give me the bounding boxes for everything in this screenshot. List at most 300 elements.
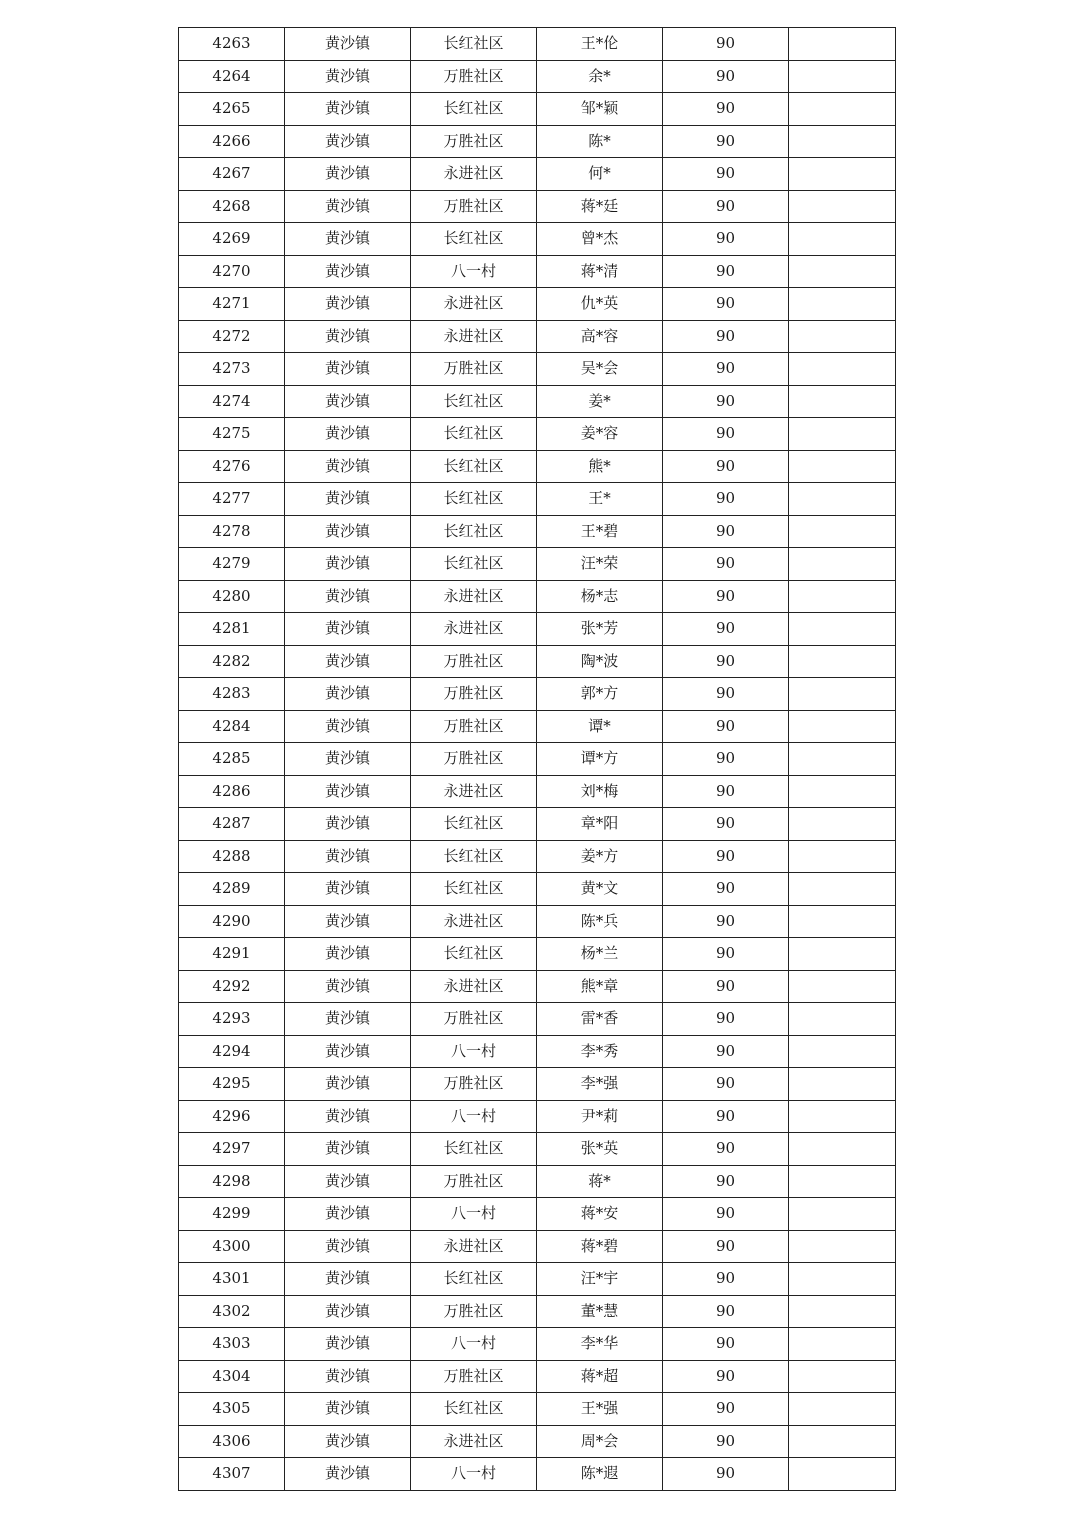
cell-town: 黄沙镇 xyxy=(285,613,411,646)
table-row xyxy=(179,60,896,93)
cell-name: 姜*容 xyxy=(537,418,663,451)
cell-community: 八一村 xyxy=(411,1035,537,1068)
cell-remark xyxy=(789,840,896,873)
cell-community: 长红社区 xyxy=(411,938,537,971)
cell-town: 黄沙镇 xyxy=(285,385,411,418)
cell-remark xyxy=(789,1035,896,1068)
table-row xyxy=(179,808,896,841)
cell-community: 万胜社区 xyxy=(411,1295,537,1328)
cell-remark xyxy=(789,1393,896,1426)
cell-community: 万胜社区 xyxy=(411,60,537,93)
cell-town: 黄沙镇 xyxy=(285,1458,411,1491)
cell-community: 万胜社区 xyxy=(411,1068,537,1101)
cell-community: 长红社区 xyxy=(411,515,537,548)
cell-amount: 90 xyxy=(663,775,789,808)
cell-remark xyxy=(789,1263,896,1296)
cell-amount: 90 xyxy=(663,1003,789,1036)
cell-community: 永进社区 xyxy=(411,288,537,321)
cell-town: 黄沙镇 xyxy=(285,938,411,971)
cell-town: 黄沙镇 xyxy=(285,1425,411,1458)
cell-name: 李*秀 xyxy=(537,1035,663,1068)
cell-amount: 90 xyxy=(663,483,789,516)
cell-serial-number: 4297 xyxy=(179,1133,285,1166)
cell-serial-number: 4287 xyxy=(179,808,285,841)
cell-community: 八一村 xyxy=(411,255,537,288)
table-row xyxy=(179,613,896,646)
table-row xyxy=(179,1295,896,1328)
cell-remark xyxy=(789,1328,896,1361)
cell-serial-number: 4267 xyxy=(179,158,285,191)
cell-name: 王*碧 xyxy=(537,515,663,548)
cell-amount: 90 xyxy=(663,385,789,418)
table-row xyxy=(179,873,896,906)
cell-serial-number: 4268 xyxy=(179,190,285,223)
cell-remark xyxy=(789,678,896,711)
cell-amount: 90 xyxy=(663,645,789,678)
cell-town: 黄沙镇 xyxy=(285,28,411,61)
cell-remark xyxy=(789,515,896,548)
cell-name: 蒋*廷 xyxy=(537,190,663,223)
cell-remark xyxy=(789,255,896,288)
cell-remark xyxy=(789,645,896,678)
cell-amount: 90 xyxy=(663,808,789,841)
cell-remark xyxy=(789,905,896,938)
cell-name: 余* xyxy=(537,60,663,93)
cell-town: 黄沙镇 xyxy=(285,1068,411,1101)
cell-serial-number: 4277 xyxy=(179,483,285,516)
cell-remark xyxy=(789,1068,896,1101)
cell-name: 陈* xyxy=(537,125,663,158)
cell-town: 黄沙镇 xyxy=(285,1003,411,1036)
cell-serial-number: 4293 xyxy=(179,1003,285,1036)
cell-community: 长红社区 xyxy=(411,1393,537,1426)
cell-name: 章*阳 xyxy=(537,808,663,841)
cell-name: 杨*兰 xyxy=(537,938,663,971)
cell-name: 李*强 xyxy=(537,1068,663,1101)
cell-serial-number: 4281 xyxy=(179,613,285,646)
table-row xyxy=(179,1458,896,1491)
table-row xyxy=(179,93,896,126)
cell-remark xyxy=(789,938,896,971)
cell-remark xyxy=(789,125,896,158)
cell-name: 姜* xyxy=(537,385,663,418)
cell-amount: 90 xyxy=(663,580,789,613)
cell-town: 黄沙镇 xyxy=(285,1100,411,1133)
cell-serial-number: 4306 xyxy=(179,1425,285,1458)
cell-town: 黄沙镇 xyxy=(285,418,411,451)
cell-community: 万胜社区 xyxy=(411,710,537,743)
cell-amount: 90 xyxy=(663,418,789,451)
cell-community: 长红社区 xyxy=(411,28,537,61)
cell-town: 黄沙镇 xyxy=(285,775,411,808)
cell-name: 陈*兵 xyxy=(537,905,663,938)
cell-community: 长红社区 xyxy=(411,1133,537,1166)
cell-remark xyxy=(789,385,896,418)
cell-name: 蒋*超 xyxy=(537,1360,663,1393)
cell-remark xyxy=(789,1165,896,1198)
cell-community: 永进社区 xyxy=(411,158,537,191)
cell-name: 熊*章 xyxy=(537,970,663,1003)
table-row xyxy=(179,190,896,223)
cell-serial-number: 4274 xyxy=(179,385,285,418)
cell-community: 长红社区 xyxy=(411,483,537,516)
table-row xyxy=(179,158,896,191)
table-row xyxy=(179,1263,896,1296)
cell-community: 万胜社区 xyxy=(411,1003,537,1036)
cell-serial-number: 4282 xyxy=(179,645,285,678)
cell-community: 长红社区 xyxy=(411,223,537,256)
cell-town: 黄沙镇 xyxy=(285,1035,411,1068)
cell-serial-number: 4278 xyxy=(179,515,285,548)
table-row xyxy=(179,1425,896,1458)
cell-town: 黄沙镇 xyxy=(285,1360,411,1393)
cell-amount: 90 xyxy=(663,938,789,971)
cell-remark xyxy=(789,418,896,451)
cell-serial-number: 4283 xyxy=(179,678,285,711)
cell-remark xyxy=(789,450,896,483)
cell-town: 黄沙镇 xyxy=(285,1198,411,1231)
cell-name: 张*英 xyxy=(537,1133,663,1166)
cell-name: 蒋*碧 xyxy=(537,1230,663,1263)
table-row xyxy=(179,905,896,938)
cell-name: 蒋*清 xyxy=(537,255,663,288)
cell-community: 永进社区 xyxy=(411,970,537,1003)
cell-remark xyxy=(789,548,896,581)
cell-amount: 90 xyxy=(663,548,789,581)
cell-community: 长红社区 xyxy=(411,548,537,581)
cell-amount: 90 xyxy=(663,1133,789,1166)
cell-name: 郭*方 xyxy=(537,678,663,711)
table-row xyxy=(179,1165,896,1198)
cell-remark xyxy=(789,1295,896,1328)
cell-remark xyxy=(789,1198,896,1231)
cell-serial-number: 4296 xyxy=(179,1100,285,1133)
cell-town: 黄沙镇 xyxy=(285,970,411,1003)
cell-name: 何* xyxy=(537,158,663,191)
cell-name: 张*芳 xyxy=(537,613,663,646)
cell-town: 黄沙镇 xyxy=(285,905,411,938)
cell-serial-number: 4292 xyxy=(179,970,285,1003)
cell-serial-number: 4305 xyxy=(179,1393,285,1426)
cell-community: 八一村 xyxy=(411,1328,537,1361)
cell-community: 万胜社区 xyxy=(411,1360,537,1393)
cell-remark xyxy=(789,613,896,646)
table-row xyxy=(179,1100,896,1133)
cell-amount: 90 xyxy=(663,1360,789,1393)
cell-name: 邹*颖 xyxy=(537,93,663,126)
cell-amount: 90 xyxy=(663,1198,789,1231)
cell-serial-number: 4301 xyxy=(179,1263,285,1296)
cell-remark xyxy=(789,775,896,808)
table-row xyxy=(179,1068,896,1101)
cell-name: 汪*宇 xyxy=(537,1263,663,1296)
cell-remark xyxy=(789,580,896,613)
cell-community: 长红社区 xyxy=(411,418,537,451)
cell-amount: 90 xyxy=(663,450,789,483)
cell-name: 刘*梅 xyxy=(537,775,663,808)
cell-name: 谭* xyxy=(537,710,663,743)
cell-community: 永进社区 xyxy=(411,1425,537,1458)
cell-serial-number: 4307 xyxy=(179,1458,285,1491)
table-row xyxy=(179,385,896,418)
cell-town: 黄沙镇 xyxy=(285,353,411,386)
cell-community: 八一村 xyxy=(411,1458,537,1491)
cell-remark xyxy=(789,158,896,191)
cell-name: 谭*方 xyxy=(537,743,663,776)
cell-name: 蒋*安 xyxy=(537,1198,663,1231)
cell-name: 姜*方 xyxy=(537,840,663,873)
cell-remark xyxy=(789,743,896,776)
cell-serial-number: 4264 xyxy=(179,60,285,93)
cell-town: 黄沙镇 xyxy=(285,515,411,548)
cell-town: 黄沙镇 xyxy=(285,873,411,906)
cell-name: 周*会 xyxy=(537,1425,663,1458)
cell-community: 万胜社区 xyxy=(411,743,537,776)
table-row xyxy=(179,1328,896,1361)
cell-amount: 90 xyxy=(663,743,789,776)
cell-name: 杨*志 xyxy=(537,580,663,613)
cell-serial-number: 4303 xyxy=(179,1328,285,1361)
cell-amount: 90 xyxy=(663,1100,789,1133)
roster-table xyxy=(178,27,896,1491)
cell-remark xyxy=(789,28,896,61)
cell-town: 黄沙镇 xyxy=(285,1263,411,1296)
table-row xyxy=(179,580,896,613)
cell-serial-number: 4275 xyxy=(179,418,285,451)
table-row xyxy=(179,645,896,678)
table-row xyxy=(179,450,896,483)
cell-serial-number: 4291 xyxy=(179,938,285,971)
cell-community: 永进社区 xyxy=(411,320,537,353)
cell-amount: 90 xyxy=(663,288,789,321)
cell-name: 雷*香 xyxy=(537,1003,663,1036)
cell-serial-number: 4289 xyxy=(179,873,285,906)
cell-community: 万胜社区 xyxy=(411,645,537,678)
cell-serial-number: 4300 xyxy=(179,1230,285,1263)
table-row xyxy=(179,483,896,516)
cell-amount: 90 xyxy=(663,1068,789,1101)
cell-remark xyxy=(789,1100,896,1133)
cell-remark xyxy=(789,1425,896,1458)
table-row xyxy=(179,1003,896,1036)
cell-town: 黄沙镇 xyxy=(285,840,411,873)
cell-serial-number: 4290 xyxy=(179,905,285,938)
cell-name: 黄*文 xyxy=(537,873,663,906)
cell-serial-number: 4270 xyxy=(179,255,285,288)
cell-name: 王*伦 xyxy=(537,28,663,61)
cell-town: 黄沙镇 xyxy=(285,93,411,126)
table-row xyxy=(179,255,896,288)
cell-community: 万胜社区 xyxy=(411,190,537,223)
cell-amount: 90 xyxy=(663,1230,789,1263)
table-body xyxy=(179,28,896,1491)
cell-name: 吴*会 xyxy=(537,353,663,386)
cell-serial-number: 4286 xyxy=(179,775,285,808)
cell-remark xyxy=(789,93,896,126)
cell-community: 万胜社区 xyxy=(411,125,537,158)
data-table-container xyxy=(178,27,895,1491)
cell-town: 黄沙镇 xyxy=(285,1133,411,1166)
cell-amount: 90 xyxy=(663,613,789,646)
cell-amount: 90 xyxy=(663,1165,789,1198)
cell-serial-number: 4271 xyxy=(179,288,285,321)
cell-amount: 90 xyxy=(663,1458,789,1491)
cell-name: 高*容 xyxy=(537,320,663,353)
cell-town: 黄沙镇 xyxy=(285,548,411,581)
cell-serial-number: 4263 xyxy=(179,28,285,61)
cell-remark xyxy=(789,190,896,223)
cell-amount: 90 xyxy=(663,678,789,711)
cell-community: 万胜社区 xyxy=(411,353,537,386)
cell-remark xyxy=(789,1360,896,1393)
cell-remark xyxy=(789,1003,896,1036)
cell-amount: 90 xyxy=(663,28,789,61)
cell-community: 长红社区 xyxy=(411,450,537,483)
cell-town: 黄沙镇 xyxy=(285,1230,411,1263)
cell-town: 黄沙镇 xyxy=(285,580,411,613)
table-row xyxy=(179,1360,896,1393)
cell-serial-number: 4304 xyxy=(179,1360,285,1393)
cell-amount: 90 xyxy=(663,1263,789,1296)
cell-community: 长红社区 xyxy=(411,93,537,126)
table-row xyxy=(179,1198,896,1231)
cell-serial-number: 4280 xyxy=(179,580,285,613)
cell-amount: 90 xyxy=(663,710,789,743)
table-row xyxy=(179,548,896,581)
cell-amount: 90 xyxy=(663,1295,789,1328)
cell-serial-number: 4302 xyxy=(179,1295,285,1328)
cell-amount: 90 xyxy=(663,353,789,386)
cell-remark xyxy=(789,1230,896,1263)
cell-town: 黄沙镇 xyxy=(285,320,411,353)
cell-serial-number: 4285 xyxy=(179,743,285,776)
table-row xyxy=(179,223,896,256)
table-row xyxy=(179,1230,896,1263)
table-row xyxy=(179,775,896,808)
cell-serial-number: 4279 xyxy=(179,548,285,581)
cell-serial-number: 4284 xyxy=(179,710,285,743)
cell-remark xyxy=(789,808,896,841)
cell-serial-number: 4266 xyxy=(179,125,285,158)
cell-community: 长红社区 xyxy=(411,1263,537,1296)
table-row xyxy=(179,1133,896,1166)
cell-serial-number: 4298 xyxy=(179,1165,285,1198)
table-row xyxy=(179,28,896,61)
cell-community: 永进社区 xyxy=(411,1230,537,1263)
cell-town: 黄沙镇 xyxy=(285,1295,411,1328)
cell-name: 蒋* xyxy=(537,1165,663,1198)
cell-amount: 90 xyxy=(663,970,789,1003)
cell-community: 永进社区 xyxy=(411,775,537,808)
table-row xyxy=(179,1393,896,1426)
cell-town: 黄沙镇 xyxy=(285,158,411,191)
cell-serial-number: 4269 xyxy=(179,223,285,256)
cell-name: 陈*遐 xyxy=(537,1458,663,1491)
cell-remark xyxy=(789,970,896,1003)
cell-serial-number: 4288 xyxy=(179,840,285,873)
cell-town: 黄沙镇 xyxy=(285,645,411,678)
cell-name: 尹*莉 xyxy=(537,1100,663,1133)
cell-town: 黄沙镇 xyxy=(285,255,411,288)
cell-community: 八一村 xyxy=(411,1198,537,1231)
table-row xyxy=(179,743,896,776)
cell-remark xyxy=(789,710,896,743)
cell-town: 黄沙镇 xyxy=(285,190,411,223)
cell-serial-number: 4295 xyxy=(179,1068,285,1101)
cell-name: 仇*英 xyxy=(537,288,663,321)
cell-name: 李*华 xyxy=(537,1328,663,1361)
cell-amount: 90 xyxy=(663,1393,789,1426)
cell-name: 陶*波 xyxy=(537,645,663,678)
cell-amount: 90 xyxy=(663,840,789,873)
cell-amount: 90 xyxy=(663,60,789,93)
cell-name: 熊* xyxy=(537,450,663,483)
table-row xyxy=(179,418,896,451)
cell-remark xyxy=(789,873,896,906)
cell-amount: 90 xyxy=(663,158,789,191)
table-row xyxy=(179,840,896,873)
cell-amount: 90 xyxy=(663,255,789,288)
cell-amount: 90 xyxy=(663,905,789,938)
cell-town: 黄沙镇 xyxy=(285,678,411,711)
cell-serial-number: 4273 xyxy=(179,353,285,386)
cell-amount: 90 xyxy=(663,1035,789,1068)
cell-town: 黄沙镇 xyxy=(285,1328,411,1361)
cell-remark xyxy=(789,353,896,386)
table-row xyxy=(179,353,896,386)
cell-remark xyxy=(789,223,896,256)
cell-community: 永进社区 xyxy=(411,580,537,613)
cell-remark xyxy=(789,288,896,321)
table-row xyxy=(179,288,896,321)
cell-town: 黄沙镇 xyxy=(285,125,411,158)
cell-town: 黄沙镇 xyxy=(285,288,411,321)
cell-community: 永进社区 xyxy=(411,905,537,938)
cell-serial-number: 4276 xyxy=(179,450,285,483)
cell-community: 万胜社区 xyxy=(411,1165,537,1198)
table-row xyxy=(179,515,896,548)
cell-community: 长红社区 xyxy=(411,808,537,841)
cell-amount: 90 xyxy=(663,223,789,256)
cell-community: 长红社区 xyxy=(411,873,537,906)
cell-town: 黄沙镇 xyxy=(285,1165,411,1198)
cell-serial-number: 4294 xyxy=(179,1035,285,1068)
cell-town: 黄沙镇 xyxy=(285,743,411,776)
cell-community: 长红社区 xyxy=(411,385,537,418)
cell-name: 王*强 xyxy=(537,1393,663,1426)
cell-amount: 90 xyxy=(663,515,789,548)
cell-amount: 90 xyxy=(663,1328,789,1361)
cell-amount: 90 xyxy=(663,125,789,158)
cell-remark xyxy=(789,320,896,353)
cell-town: 黄沙镇 xyxy=(285,808,411,841)
cell-name: 王* xyxy=(537,483,663,516)
cell-serial-number: 4272 xyxy=(179,320,285,353)
cell-town: 黄沙镇 xyxy=(285,60,411,93)
table-row xyxy=(179,710,896,743)
cell-name: 汪*荣 xyxy=(537,548,663,581)
cell-serial-number: 4265 xyxy=(179,93,285,126)
cell-amount: 90 xyxy=(663,190,789,223)
table-row xyxy=(179,678,896,711)
table-row xyxy=(179,125,896,158)
cell-community: 万胜社区 xyxy=(411,678,537,711)
cell-serial-number: 4299 xyxy=(179,1198,285,1231)
cell-name: 董*慧 xyxy=(537,1295,663,1328)
table-row xyxy=(179,1035,896,1068)
cell-community: 八一村 xyxy=(411,1100,537,1133)
table-row xyxy=(179,970,896,1003)
